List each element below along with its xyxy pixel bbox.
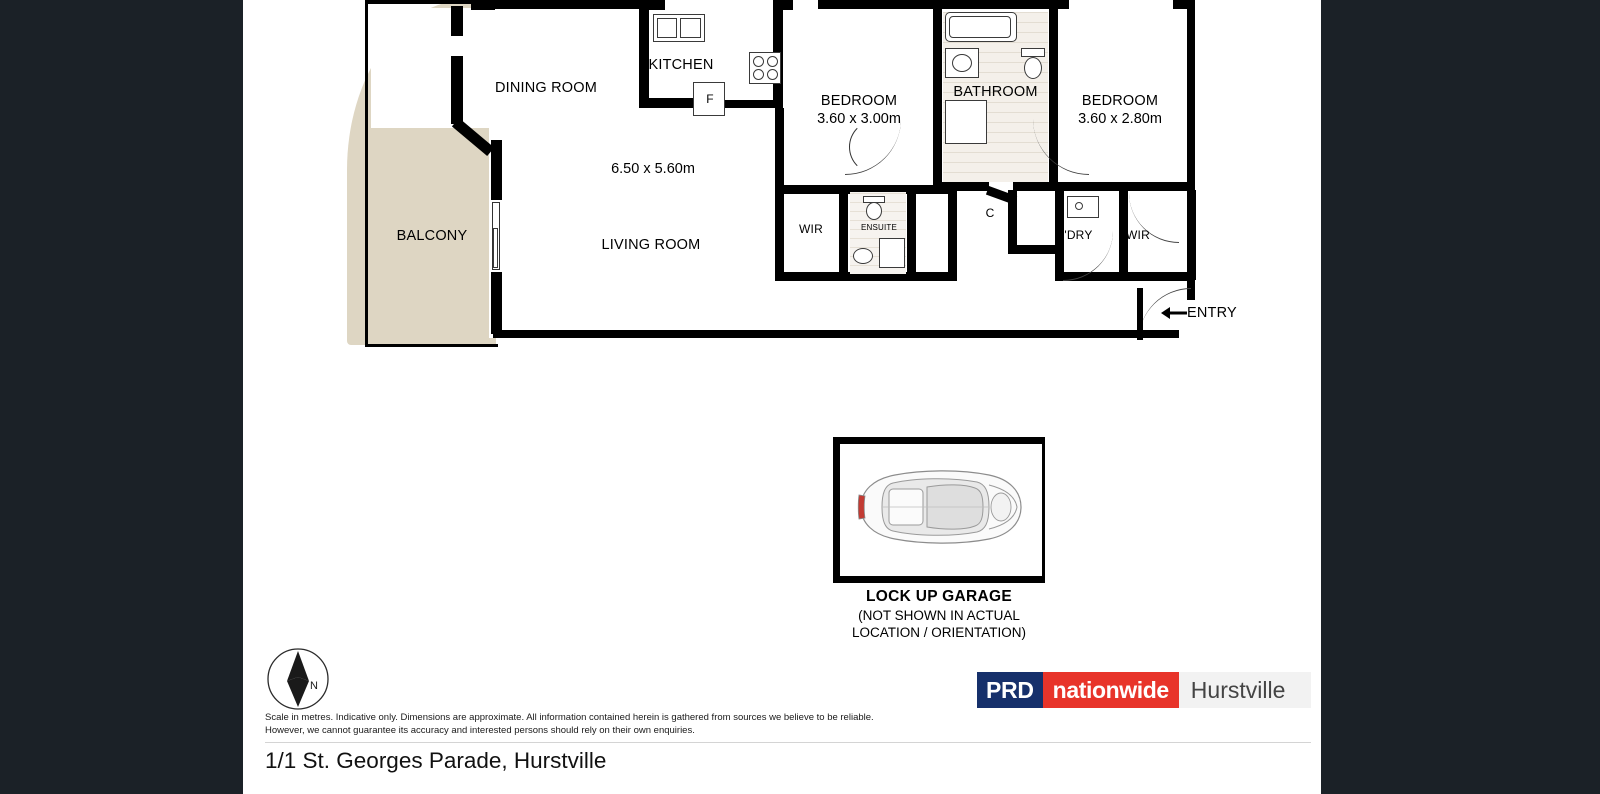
label-bedroom-1: BEDROOM — [820, 93, 898, 109]
label-balcony: BALCONY — [396, 228, 468, 244]
interior-floor-upper — [371, 8, 501, 128]
wall-step-v1 — [451, 6, 463, 36]
disclaimer-line-1: Scale in metres. Indicative only. Dimensions are approximate. All information contained herein is gathered from sources we believe to be reliable. — [265, 712, 874, 723]
cooktop-burner-4 — [767, 69, 778, 80]
garage-title: LOCK UP GARAGE — [865, 588, 1012, 605]
garage-note-line1: (NOT SHOWN IN ACTUAL — [858, 608, 1020, 623]
ensuite-toilet-pan — [866, 202, 882, 220]
disclaimer-line-2: However, we cannot guarantee its accuracy and interested persons should rely on their own enquiries. — [265, 724, 695, 736]
garage-note — [833, 608, 1045, 642]
label-living-room: LIVING ROOM — [601, 237, 701, 253]
wall-top-7 — [933, 0, 1063, 9]
label-laundry: L'DRY — [1057, 228, 1093, 242]
label-bathroom: BATHROOM — [953, 84, 1038, 100]
wall-step-v4 — [491, 272, 502, 334]
door-entry-leaf — [1137, 288, 1143, 340]
ensuite-basin — [853, 248, 873, 264]
dim-bedroom-1: 3.60 x 3.00m — [817, 111, 901, 127]
label-kitchen: KITCHEN — [648, 57, 714, 73]
wall-top-2 — [471, 0, 495, 10]
kitchen-sink-bowl — [657, 18, 677, 38]
logo-nationwide-text: nationwide — [1043, 672, 1179, 708]
wall-bath-left — [933, 8, 942, 190]
dim-living-room: 6.50 x 5.60m — [611, 161, 695, 177]
wall-top-4 — [648, 0, 665, 10]
wall-bath-bottom — [933, 182, 989, 191]
wall-step-v2 — [451, 56, 463, 124]
bathtub-inner — [949, 16, 1011, 38]
floor-plan-drawing — [243, 0, 1321, 400]
bathroom-toilet-cistern — [1021, 48, 1045, 57]
divider — [265, 742, 1311, 743]
wall-ensuite-block — [948, 185, 957, 281]
garage-wall-bottom — [833, 575, 1045, 583]
fridge-label: F — [706, 92, 714, 106]
label-cupboard: C — [985, 206, 995, 220]
wall-bottom — [493, 330, 1179, 338]
entry-arrow-icon — [1161, 305, 1187, 321]
bathroom-toilet-pan — [1024, 57, 1042, 79]
page-title: 1/1 St. Georges Parade, Hurstville — [265, 748, 607, 773]
compass-north-label: N — [310, 680, 318, 692]
wall-ensuite-right — [907, 185, 916, 279]
wall-kitchen-bench-v — [639, 68, 649, 108]
wall-wir-left-right — [839, 185, 848, 279]
wall-wir2-right — [1187, 190, 1196, 280]
label-bedroom-2: BEDROOM — [1081, 93, 1159, 109]
car-icon — [849, 463, 1027, 551]
wall-balcony-left — [365, 0, 368, 347]
disclaimer — [265, 712, 965, 738]
label-wir-left: WIR — [799, 222, 823, 236]
balcony-door-leaf — [493, 228, 498, 268]
ensuite-shower — [879, 238, 905, 268]
paper-sheet — [243, 0, 1321, 794]
wall-top-6 — [818, 0, 948, 9]
cooktop-burner-2 — [767, 56, 778, 67]
bathroom-basin — [952, 54, 972, 72]
bathroom-shower — [945, 100, 987, 144]
label-ensuite: ENSUITE — [860, 223, 898, 232]
laundry-tub — [1067, 196, 1099, 218]
wall-balcony-bottom — [365, 344, 498, 347]
garage-drawing — [833, 437, 1045, 583]
label-wir-right: WIR — [1126, 228, 1150, 242]
kitchen-sink-drainer — [680, 18, 701, 38]
garage-caption — [833, 588, 1045, 642]
compass-icon — [266, 647, 330, 711]
dim-bedroom-2: 3.60 x 2.80m — [1078, 111, 1162, 127]
label-dining-room: DINING ROOM — [494, 80, 598, 96]
cooktop-burner-1 — [753, 56, 764, 67]
logo-prd-text: PRD — [977, 672, 1043, 708]
laundry-tub-bowl — [1075, 202, 1083, 210]
wall-step-v3 — [491, 140, 502, 200]
agency-logo — [977, 672, 1311, 708]
garage-note-line2: LOCATION / ORIENTATION) — [851, 624, 1026, 640]
wall-bed1-bottom — [775, 185, 845, 194]
logo-suburb-text: Hurstville — [1179, 672, 1311, 708]
cooktop-burner-3 — [753, 69, 764, 80]
entry-label: ENTRY — [1187, 305, 1237, 321]
wall-cupboard-bottom — [1008, 245, 1056, 254]
